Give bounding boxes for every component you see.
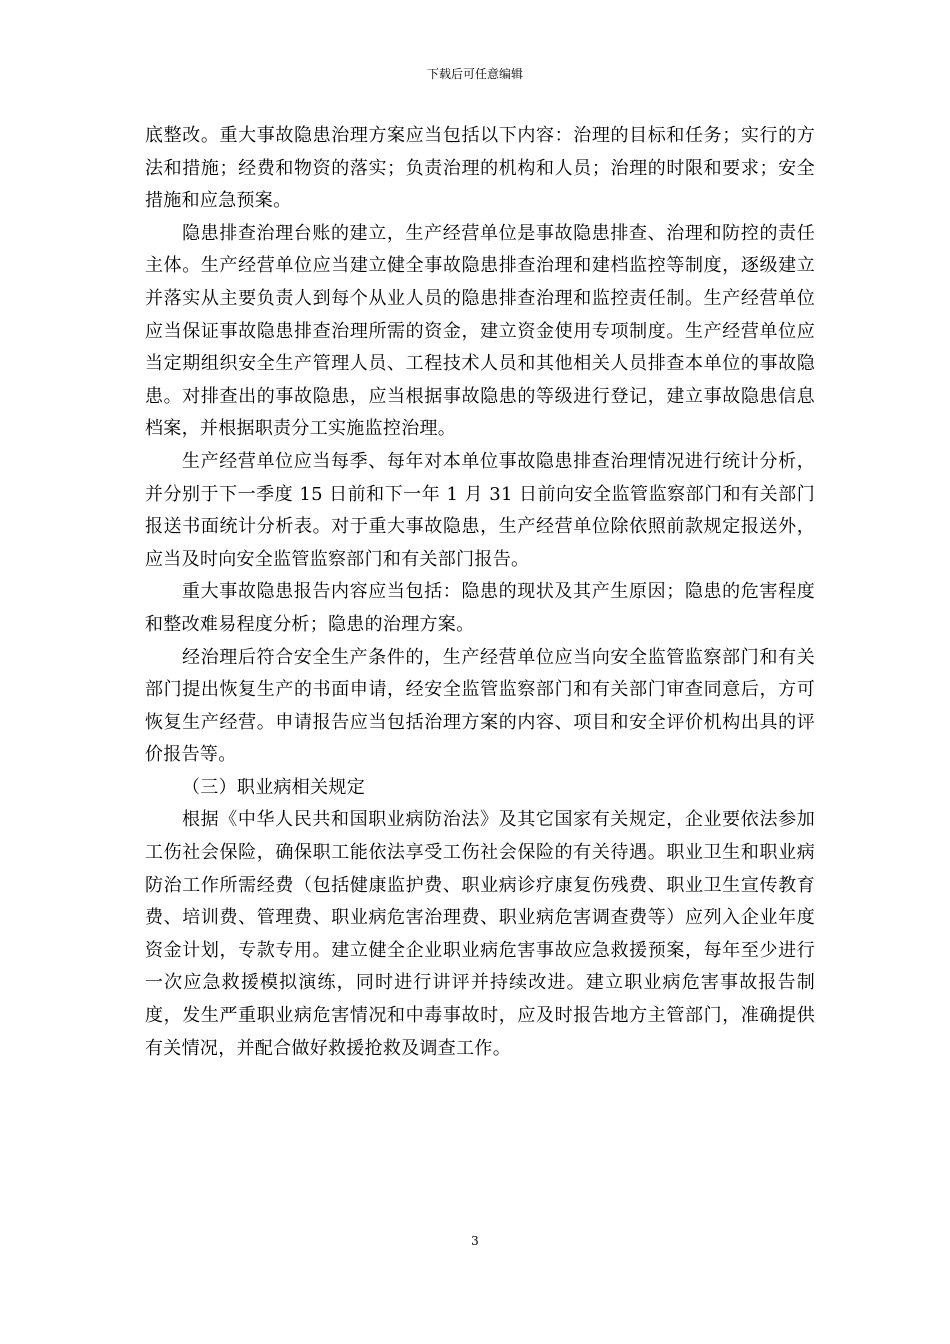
section-heading-occupational-disease: （三）职业病相关规定 [182, 776, 365, 798]
paragraph-resume-production: 经治理后符合安全生产条件的，生产经营单位应当向安全监管监察部门和有关部门提出恢复生产的书面申请，经安全监管监察部门和有关部门审查同意后，方可恢复生产经营。申请报告应当包括治理方案的内容、项目和安全评价机构出具的评价报告等。 [145, 646, 815, 766]
paragraph-continuation: 底整改。重大事故隐患治理方案应当包括以下内容：治理的目标和任务；实行的方法和措施；经费和物资的落实；负责治理的机构和人员；治理的时限和要求；安全措施和应急预案。 [145, 125, 815, 212]
page-number: 3 [471, 1234, 479, 1248]
paragraph-statistics-report: 生产经营单位应当每季、每年对本单位事故隐患排查治理情况进行统计分析，并分别于下一季度 15 日前和下一年 1 月 31 日前向安全监管监察部门和有关部门报送书面统计分析表。对于重大事故隐患，生产经营单位除依照前款规定报送外，应当及时向安全监管监察部门和有关部门报告。 [145, 450, 815, 570]
document-body [145, 120, 815, 1065]
paragraph-hazard-ledger: 隐患排查治理台账的建立，生产经营单位是事故隐患排查、治理和防控的责任主体。生产经营单位应当建立健全事故隐患排查治理和建档监控等制度，逐级建立并落实从主要负责人到每个从业人员的隐患排查治理和监控责任制。生产经营单位应当保证事故隐患排查治理所需的资金，建立资金使用专项制度。生产经营单位应当定期组织安全生产管理人员、工程技术人员和其他相关人员排查本单位的事故隐患。对排查出的事故隐患，应当根据事故隐患的等级进行登记，建立事故隐患信息档案，并根据职责分工实施监控治理。 [145, 222, 815, 440]
paragraph-major-hazard-report: 重大事故隐患报告内容应当包括：隐患的现状及其产生原因；隐患的危害程度和整改难易程度分析；隐患的治理方案。 [145, 581, 815, 635]
paragraph-occupational-disease-rules: 根据《中华人民共和国职业病防治法》及其它国家有关规定，企业要依法参加工伤社会保险，确保职工能依法享受工伤社会保险的有关待遇。职业卫生和职业病防治工作所需经费（包括健康监护费、职业病诊疗康复伤残费、职业卫生宣传教育费、培训费、管理费、职业病危害治理费、职业病危害调查费等）应列入企业年度资金计划，专款专用。建立健全企业职业病危害事故应急救援预案，每年至少进行一次应急救援模拟演练，同时进行讲评并持续改进。建立职业病危害事故报告制度，发生严重职业病危害情况和中毒事故时，应及时报告地方主管部门，准确提供有关情况，并配合做好救援抢救及调查工作。 [145, 809, 815, 1059]
page-header: 下载后可任意编辑 [426, 67, 523, 81]
